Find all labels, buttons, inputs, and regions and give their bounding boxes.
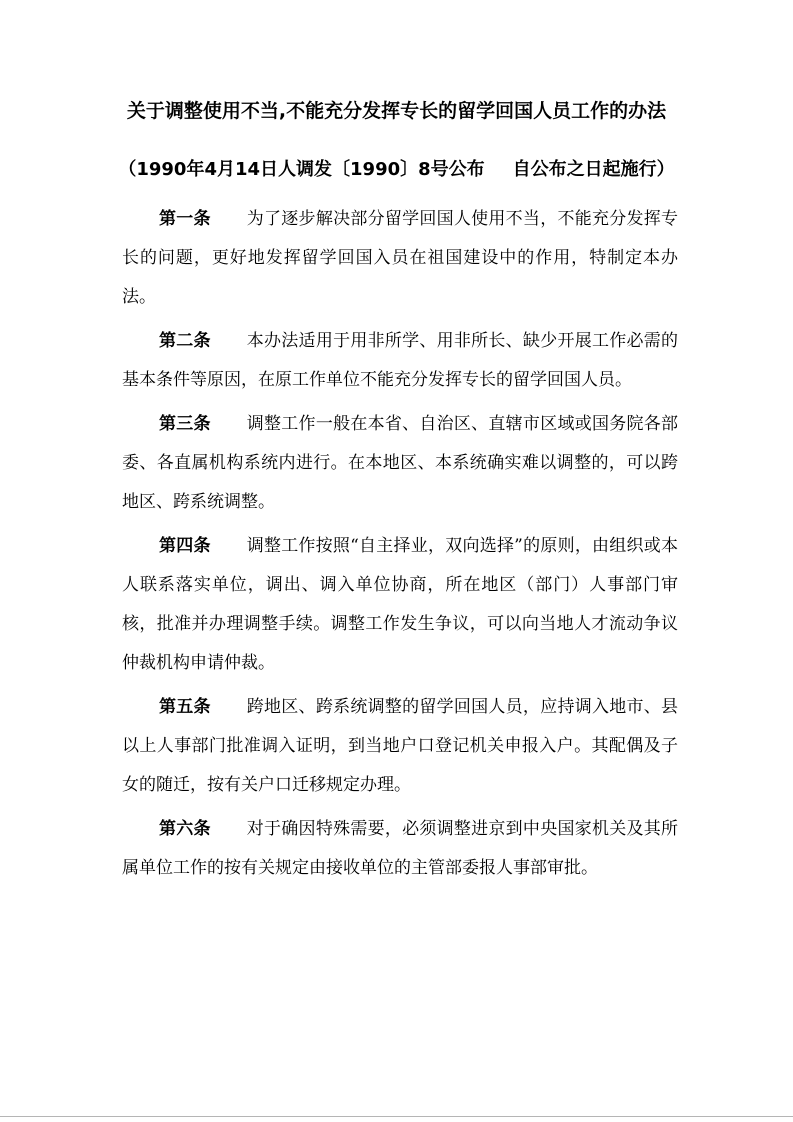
article-5-number: 第五条	[159, 697, 211, 717]
document-subtitle	[0, 157, 793, 183]
article-2	[122, 322, 678, 400]
article-4-text: 调整工作按照“自主择业，双向选择”的原则，由组织或本人联系落实单位，调出、调入单位协商，所在地区（部门）人事部门审核，批准并办理调整手续。调整工作发生争议，可以向当地人才流动争议仲裁机构申请仲裁。	[122, 536, 679, 673]
article-3	[122, 405, 678, 522]
article-5-text: 跨地区、跨系统调整的留学回国人员，应持调入地市、县以上人事部门批准调入证明，到当地户口登记机关申报入户。其配偶及子女的随迁，按有关户口迁移规定办理。	[122, 697, 679, 795]
article-1	[122, 200, 678, 317]
article-3-number: 第三条	[159, 414, 211, 434]
page-bottom-divider	[0, 1116, 793, 1117]
article-6	[122, 810, 678, 888]
article-1-text: 为了逐步解决部分留学回国人使用不当，不能充分发挥专长的问题，更好地发挥留学回国入员在祖国建设中的作用，特制定本办法。	[122, 209, 679, 307]
articles-list	[122, 200, 678, 893]
article-2-text: 本办法适用于用非所学、用非所长、缺少开展工作必需的基本条件等原因，在原工作单位不能充分发挥专长的留学回国人员。	[122, 331, 679, 390]
article-6-text: 对于确因特殊需要，必须调整进京到中央国家机关及其所属单位工作的按有关规定由接收单位的主管部委报人事部审批。	[122, 819, 679, 878]
subtitle-effective: 自公布之日起施行）	[512, 159, 675, 180]
article-2-number: 第二条	[159, 331, 211, 351]
article-1-number: 第一条	[159, 209, 211, 229]
document-title: 关于调整使用不当,不能充分发挥专长的留学回国人员工作的办法	[126, 100, 667, 122]
article-3-text: 调整工作一般在本省、自治区、直辖市区域或国务院各部委、各直属机构系统内进行。在本地区、本系统确实难以调整的，可以跨地区、跨系统调整。	[122, 414, 679, 512]
article-4	[122, 527, 678, 683]
article-6-number: 第六条	[159, 819, 211, 839]
article-4-number: 第四条	[159, 536, 211, 556]
subtitle-issuance: （1990年4月14日人调发〔1990〕8号公布	[118, 159, 485, 180]
article-5	[122, 688, 678, 805]
